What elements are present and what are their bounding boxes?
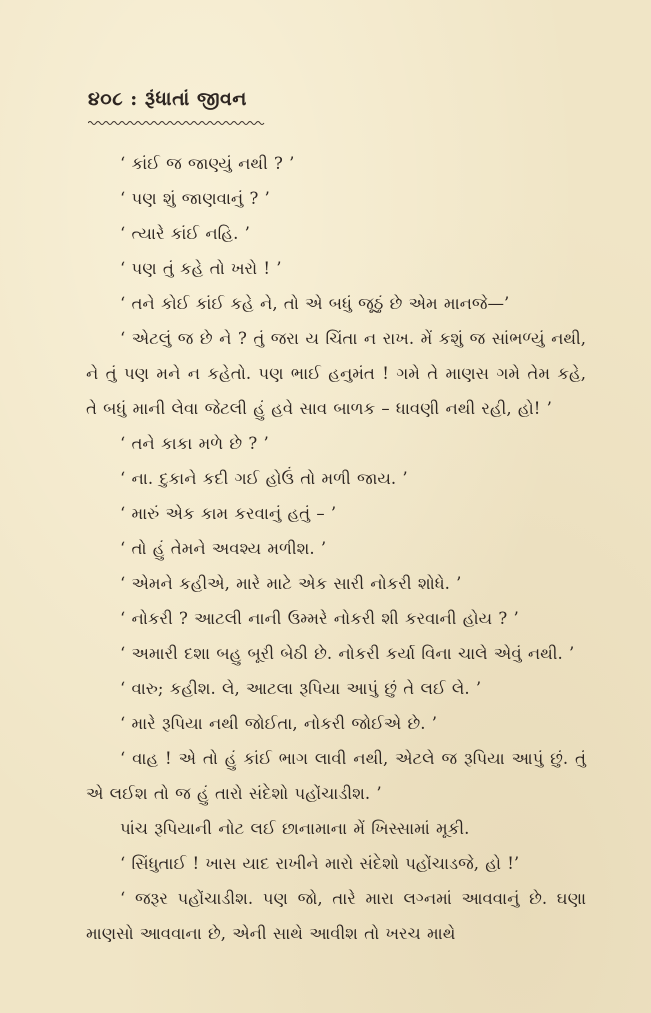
dialogue-line: ‘ પણ તું કહે તો ખરો ! ’ (120, 259, 282, 278)
dialogue-line: ‘ તને કોઈ કાંઈ કહે ને, તો એ બધું જૂઠું છે એમ માનજે—’ (120, 294, 510, 313)
dialogue-line: ‘ ત્યારે કાંઈ નહિ. ’ (120, 224, 250, 243)
narration-line: પાંચ રૂપિયાની નોટ લઈ છાનામાના મેં ખિસ્સામાં મૂકી. (120, 819, 470, 838)
dialogue-line: ‘ વારુ; કહીશ. લે, આટલા રૂપિયા આપું છું તે લઈ લે. ’ (120, 679, 482, 698)
dialogue-line: ‘ મારું એક કામ કરવાનું હતું – ’ (120, 504, 337, 523)
header-wavy-rule (88, 120, 266, 126)
dialogue-line: ‘ કાંઈ જ જાણ્યું નથી ? ’ (120, 154, 295, 173)
dialogue-line: ‘ ના. દુકાને કદી ગઈ હોઉં તો મળી જાય. ’ (120, 469, 408, 488)
dialogue-line: ‘ તને કાકા મળે છે ? ’ (120, 434, 269, 453)
dialogue-line: ‘ એમને કહીએ, મારે માટે એક સારી નોકરી શોધે. ’ (120, 574, 462, 593)
dialogue-paragraph: ‘ જરૂર પહોંચાડીશ. પણ જો, તારે મારા લગ્નમાં આવવાનું છે. ઘણા માણસો આવવાના છે, એની સાથે આવીશ તો ખરચ માથે (86, 889, 586, 943)
dialogue-line: ‘ નોકરી ? આટલી નાની ઉમ્મરે નોકરી શી કરવાની હોય ? ’ (120, 609, 519, 628)
page-body (86, 146, 586, 951)
dialogue-line: ‘ તો હું તેમને અવશ્ય મળીશ. ’ (120, 539, 327, 558)
dialogue-line: ‘ પણ શું જાણવાનું ? ’ (120, 189, 270, 208)
dialogue-line: ‘ મારે રૂપિયા નથી જોઈતા, નોકરી જોઈએ છે. ’ (120, 714, 438, 733)
dialogue-line: ‘ સિંધુતાઈ ! ખાસ યાદ રાખીને મારો સંદેશો પહોંચાડજે, હો !’ (120, 854, 520, 873)
dialogue-paragraph: ‘ એટલું જ છે ને ? તું જરા ય ચિંતા ન રાખ. મેં કશું જ સાંભળ્યું નથી, ને તું પણ મને ન કહેતો. પણ ભાઈ હનુમંત ! ગમે તે માણસ ગમે તેમ કહે, તે બધું માની લેવા જેટલી હું હવે સાવ બાળક – ધાવણી નથી રહી, હો! ’ (86, 329, 586, 418)
dialogue-paragraph: ‘ વાહ ! એ તો હું કાંઈ ભાગ લાવી નથી, એટલે જ રૂપિયા આપું છું. તું એ લઈશ તો જ હું તારો સંદેશો પહોંચાડીશ. ’ (86, 749, 586, 803)
running-header: ૪૦૮ : રૂંધાતાં જીવન (88, 88, 247, 110)
dialogue-paragraph: ‘ અમારી દશા બહુ બૂરી બેઠી છે. નોકરી કર્યા વિના ચાલે એવું નથી. ’ (120, 644, 575, 663)
